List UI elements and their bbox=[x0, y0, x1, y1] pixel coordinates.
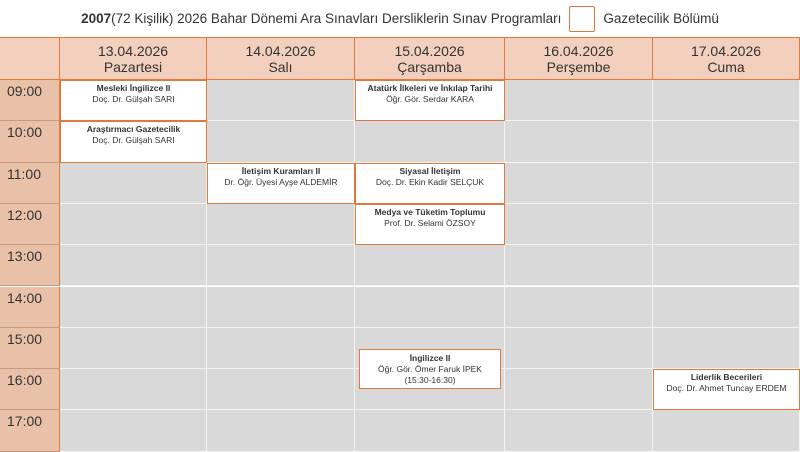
empty-slot bbox=[60, 328, 207, 369]
day-date: 17.04.2026 bbox=[690, 42, 762, 59]
empty-slot bbox=[653, 121, 800, 162]
empty-slot bbox=[505, 163, 653, 204]
empty-slot bbox=[505, 245, 653, 286]
empty-slot bbox=[60, 410, 207, 451]
time-label: 17:00 bbox=[0, 410, 60, 451]
empty-slot bbox=[653, 245, 800, 286]
exam-course: Medya ve Tüketim Toplumu bbox=[374, 206, 486, 217]
time-label: 16:00 bbox=[0, 369, 60, 410]
time-label: 12:00 bbox=[0, 204, 60, 245]
corner-cell bbox=[0, 38, 60, 80]
time-label: 09:00 bbox=[0, 80, 60, 121]
time-label: 13:00 bbox=[0, 245, 60, 286]
exam-instructor: Doç. Dr. Gülşah SARI bbox=[92, 94, 175, 104]
exam-instructor: Öğr. Gör. Ömer Faruk İPEK bbox=[378, 363, 482, 374]
empty-slot bbox=[60, 287, 207, 328]
exam-card[interactable] bbox=[355, 163, 505, 204]
empty-slot bbox=[207, 328, 355, 369]
empty-slot bbox=[505, 204, 653, 245]
empty-slot bbox=[60, 204, 207, 245]
schedule-grid bbox=[0, 37, 800, 450]
title-text: (72 Kişilik) 2026 Bahar Dönemi Ara Sınavları Dersliklerin Sınav Programları bbox=[111, 11, 562, 26]
empty-slot bbox=[505, 287, 653, 328]
exam-course: Araştırmacı Gazetecilik bbox=[86, 124, 181, 135]
empty-slot bbox=[653, 287, 800, 328]
exam-card[interactable] bbox=[60, 80, 207, 121]
empty-slot bbox=[653, 204, 800, 245]
day-header bbox=[207, 38, 355, 80]
exam-instructor: Öğr. Gör. Serdar KARA bbox=[386, 94, 474, 104]
exam-course: Atatürk İlkeleri ve İnkılap Tarihi bbox=[367, 83, 493, 93]
exam-course: Mesleki İngilizce II bbox=[96, 83, 171, 93]
empty-slot bbox=[207, 204, 355, 245]
exam-instructor: Prof. Dr. Selami ÖZSOY bbox=[384, 217, 476, 228]
empty-slot bbox=[653, 80, 800, 121]
empty-slot bbox=[207, 287, 355, 328]
empty-slot bbox=[653, 328, 800, 369]
legend-label: Gazetecilik Bölümü bbox=[603, 11, 719, 26]
day-header bbox=[355, 38, 505, 80]
empty-slot bbox=[355, 410, 505, 451]
exam-course: İletişim Kuramları II bbox=[241, 165, 321, 176]
exam-card[interactable] bbox=[653, 369, 800, 410]
exam-card[interactable] bbox=[355, 80, 505, 121]
day-header bbox=[653, 38, 800, 80]
day-date: 16.04.2026 bbox=[543, 42, 614, 59]
empty-slot bbox=[355, 245, 505, 286]
day-name: Cuma bbox=[707, 58, 745, 75]
day-name: Çarşamba bbox=[397, 58, 462, 75]
time-label: 10:00 bbox=[0, 121, 60, 162]
day-name: Salı bbox=[268, 58, 293, 75]
title-year: 2007 bbox=[81, 11, 112, 26]
empty-slot bbox=[207, 80, 355, 121]
empty-slot bbox=[207, 245, 355, 286]
day-name: Pazartesi bbox=[103, 58, 163, 75]
exam-instructor: Dr. Öğr. Üyesi Ayşe ALDEMİR bbox=[224, 176, 338, 187]
empty-slot bbox=[653, 163, 800, 204]
exam-time-note: (15:30-16:30) bbox=[404, 374, 456, 385]
empty-slot bbox=[355, 287, 505, 328]
empty-slot bbox=[207, 121, 355, 162]
exam-instructor: Doç. Dr. Ekin Kadir SELÇUK bbox=[375, 176, 485, 187]
exam-card[interactable] bbox=[207, 163, 355, 204]
empty-slot bbox=[505, 121, 653, 162]
day-date: 14.04.2026 bbox=[245, 42, 316, 59]
empty-slot bbox=[60, 245, 207, 286]
exam-course: İngilizce II bbox=[409, 352, 451, 363]
empty-slot bbox=[207, 369, 355, 410]
exam-instructor: Doç. Dr. Gülşah SARI bbox=[92, 135, 175, 146]
legend-swatch bbox=[569, 6, 595, 32]
day-date: 13.04.2026 bbox=[97, 42, 169, 59]
empty-slot bbox=[505, 410, 653, 451]
exam-course: Siyasal İletişim bbox=[399, 165, 461, 176]
empty-slot bbox=[60, 163, 207, 204]
exam-card[interactable] bbox=[355, 204, 505, 245]
day-header bbox=[505, 38, 653, 80]
empty-slot bbox=[505, 328, 653, 369]
empty-slot bbox=[207, 410, 355, 451]
day-date: 15.04.2026 bbox=[394, 42, 465, 59]
empty-slot bbox=[505, 80, 653, 121]
exam-course: Liderlik Becerileri bbox=[690, 372, 763, 383]
day-name: Perşembe bbox=[546, 58, 611, 75]
exam-instructor: Doç. Dr. Ahmet Tuncay ERDEM bbox=[666, 383, 787, 394]
time-label: 14:00 bbox=[0, 287, 60, 328]
empty-slot bbox=[60, 369, 207, 410]
time-label: 15:00 bbox=[0, 328, 60, 369]
exam-card[interactable] bbox=[359, 349, 501, 388]
exam-card[interactable] bbox=[60, 121, 207, 162]
day-header bbox=[60, 38, 207, 80]
empty-slot bbox=[653, 410, 800, 451]
empty-slot bbox=[505, 369, 653, 410]
empty-slot bbox=[355, 121, 505, 162]
time-label: 11:00 bbox=[0, 163, 60, 204]
page-title bbox=[0, 0, 800, 37]
